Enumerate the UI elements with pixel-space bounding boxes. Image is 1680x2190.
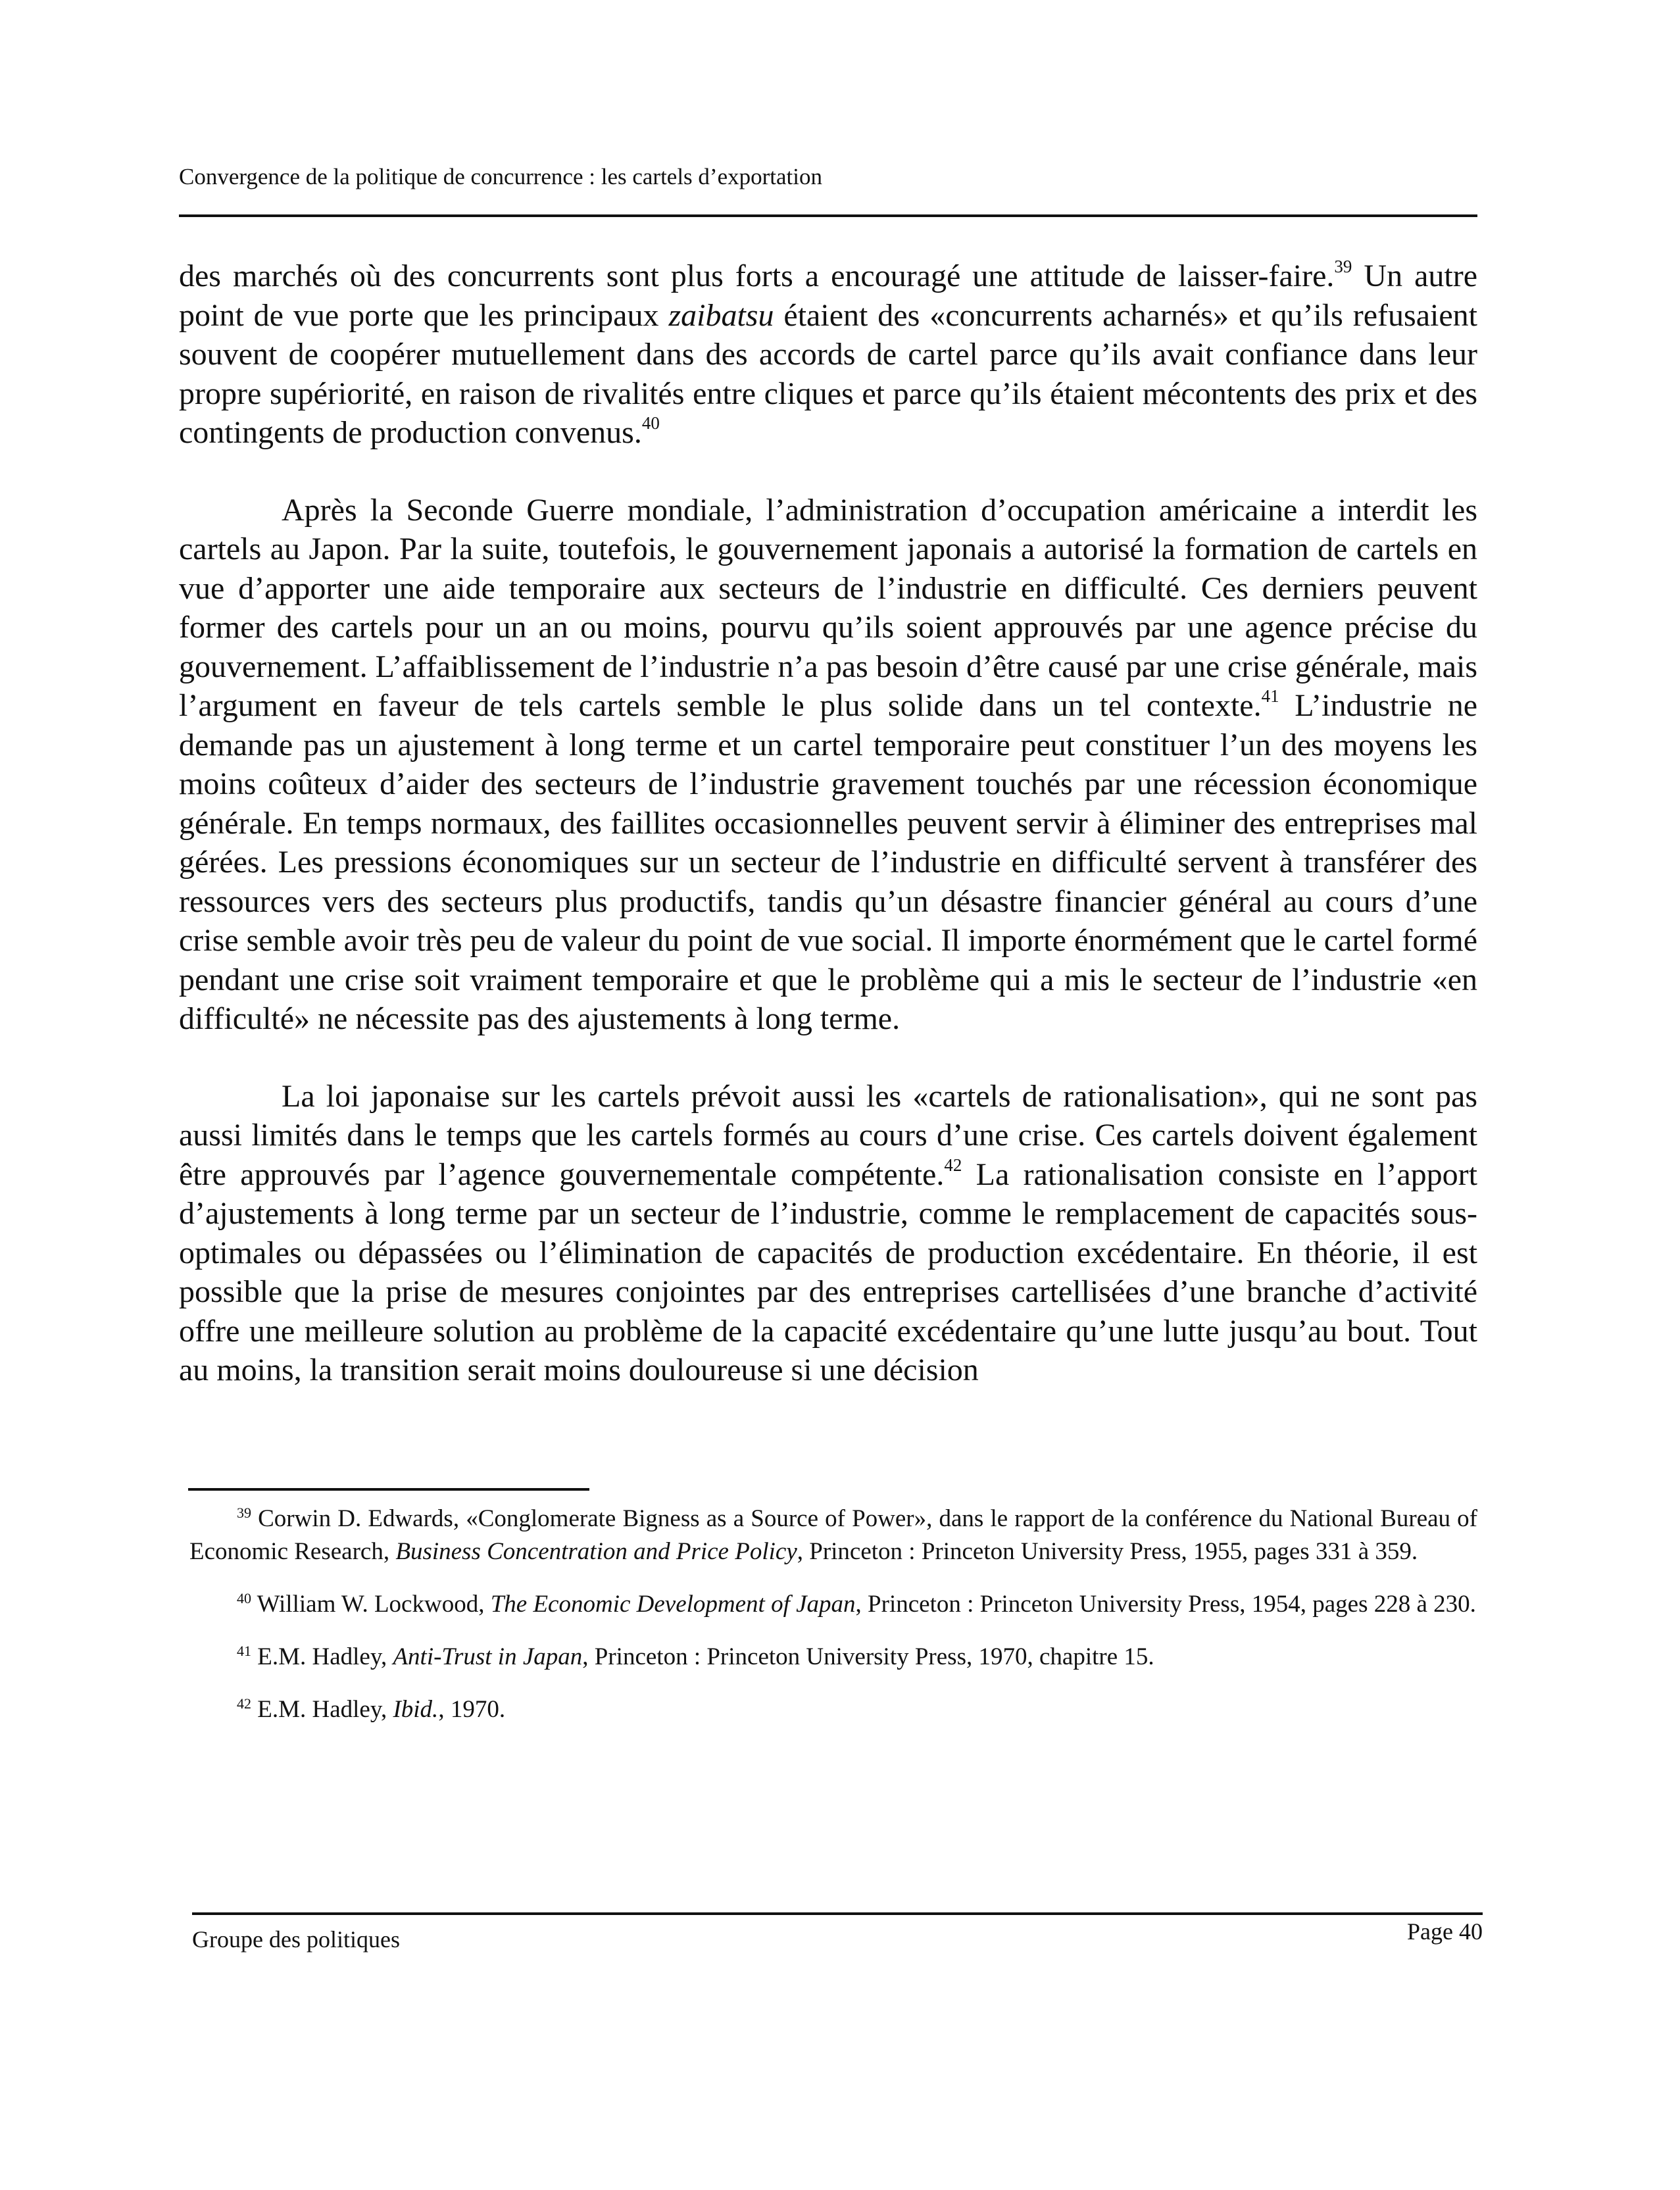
footnote-ref-40: 40 [641, 413, 660, 433]
footer-publisher: Groupe des politiques [192, 1926, 400, 1953]
paragraph-1-text-b: Un autre point de vue porte que les principaux [179, 259, 1477, 333]
footnote-title: Anti-Trust in Japan [393, 1643, 583, 1670]
footnote-text: William W. Lockwood, [251, 1591, 491, 1618]
paragraph-1-text-c: étaient des «concurrents acharnés» et qu’ils refusaient souvent de coopérer mutuellement dans des accords de cartel parce qu’ils avait confiance dans leur propre supériorité, en raison de rivalités entre cliques et parce qu’ils étaient mécontents des prix et des contingents de production convenus. [179, 297, 1477, 450]
footnote-title: Ibid. [393, 1696, 439, 1723]
footnote-title: Business Concentration and Price Policy [395, 1538, 797, 1565]
footnote-ref-39: 39 [1334, 257, 1352, 276]
footnote-number: 39 [237, 1505, 251, 1521]
footnote-text: , Princeton : Princeton University Press, 1970, chapitre 15. [582, 1643, 1154, 1670]
footnote-text: E.M. Hadley, [251, 1643, 393, 1670]
paragraph-2 [179, 491, 1477, 1039]
footnote-ref-42: 42 [944, 1155, 962, 1175]
footnote-42 [189, 1693, 1477, 1726]
footnote-41 [189, 1641, 1477, 1674]
page-number: Page 40 [1407, 1918, 1483, 1945]
footnote-text: , 1970. [438, 1696, 506, 1723]
footnote-text: Corwin D. Edwards, «Conglomerate Bigness as a Source of Power», dans le rapport de la conférence du National Bureau of Economic Research, [189, 1505, 1477, 1565]
paragraph-1-text-a: des marchés où des concurrents sont plus forts a encouragé une attitude de laisser-faire. [179, 259, 1335, 293]
footer-rule [192, 1912, 1483, 1915]
footnote-title: The Economic Development of Japan [490, 1591, 856, 1618]
header-rule [179, 214, 1477, 217]
paragraph-2-text-b: L’industrie ne demande pas un ajustement à long terme et un cartel temporaire peut constituer l’un des moyens les moins coûteux d’aider des secteurs de l’industrie gravement touchés par une récession économique générale. En temps normaux, des faillites occasionnelles peuvent servir à éliminer des entreprises mal gérées. Les pressions économiques sur un secteur de l’industrie en difficulté servent à transférer des ressources vers des secteurs plus productifs, tandis qu’un désastre financier général au cours d’une crise semble avoir très peu de valeur du point de vue social. Il importe énormément que le cartel formé pendant une crise soit vraiment temporaire et que le problème qui a mis le secteur de l’industrie «en difficulté» ne nécessite pas des ajustements à long terme. [179, 688, 1477, 1036]
body-text [179, 257, 1477, 1390]
paragraph-3 [179, 1077, 1477, 1390]
paragraph-3-text-a: La loi japonaise sur les cartels prévoit aussi les «cartels de rationalisation», qui ne sont pas aussi limités dans le temps que les cartels formés au cours d’une crise. Ces cartels doivent également être approuvés par l’agence gouvernementale compétente. [179, 1078, 1477, 1192]
running-header: Convergence de la politique de concurrence : les cartels d’exportation [179, 164, 822, 189]
footnote-40 [189, 1588, 1477, 1621]
paragraph-2-text-a: Après la Seconde Guerre mondiale, l’administration d’occupation américaine a interdit les cartels au Japon. Par la suite, toutefois, le gouvernement japonais a autorisé la formation de cartels en vue d’apporter une aide temporaire aux secteurs de l’industrie en difficulté. Ces derniers peuvent former des cartels pour un an ou moins, pourvu qu’ils soient approuvés par une agence précise du gouvernement. L’affaiblissement de l’industrie n’a pas besoin d’être causé par une crise générale, mais l’argument en faveur de tels cartels semble le plus solide dans un tel contexte. [179, 492, 1477, 723]
footnote-ref-41: 41 [1261, 686, 1279, 706]
footnote-text: , Princeton : Princeton University Press, 1954, pages 228 à 230. [855, 1591, 1476, 1618]
footnotes [189, 1503, 1477, 1726]
footnote-number: 42 [237, 1695, 251, 1712]
footnote-39 [189, 1503, 1477, 1568]
paragraph-3-text-b: La rationalisation consiste en l’apport d’ajustements à long terme par un secteur de l’industrie, comme le remplacement de capacités sous-optimales ou dépassées ou l’élimination de capacités de production excédentaire. En théorie, il est possible que la prise de mesures conjointes par des entreprises cartellisées d’une branche d’activité offre une meilleure solution au problème de la capacité excédentaire qu’une lutte jusqu’au bout. Tout au moins, la transition serait moins douloureuse si une décision [179, 1157, 1477, 1387]
footnote-text: E.M. Hadley, [251, 1696, 393, 1723]
footnote-number: 40 [237, 1590, 251, 1606]
footnote-text: , Princeton : Princeton University Press, 1955, pages 331 à 359. [797, 1538, 1418, 1565]
paragraph-1-emphasis: zaibatsu [668, 297, 774, 333]
footnote-number: 41 [237, 1643, 251, 1659]
paragraph-1 [179, 257, 1477, 453]
footnote-separator [188, 1488, 589, 1491]
